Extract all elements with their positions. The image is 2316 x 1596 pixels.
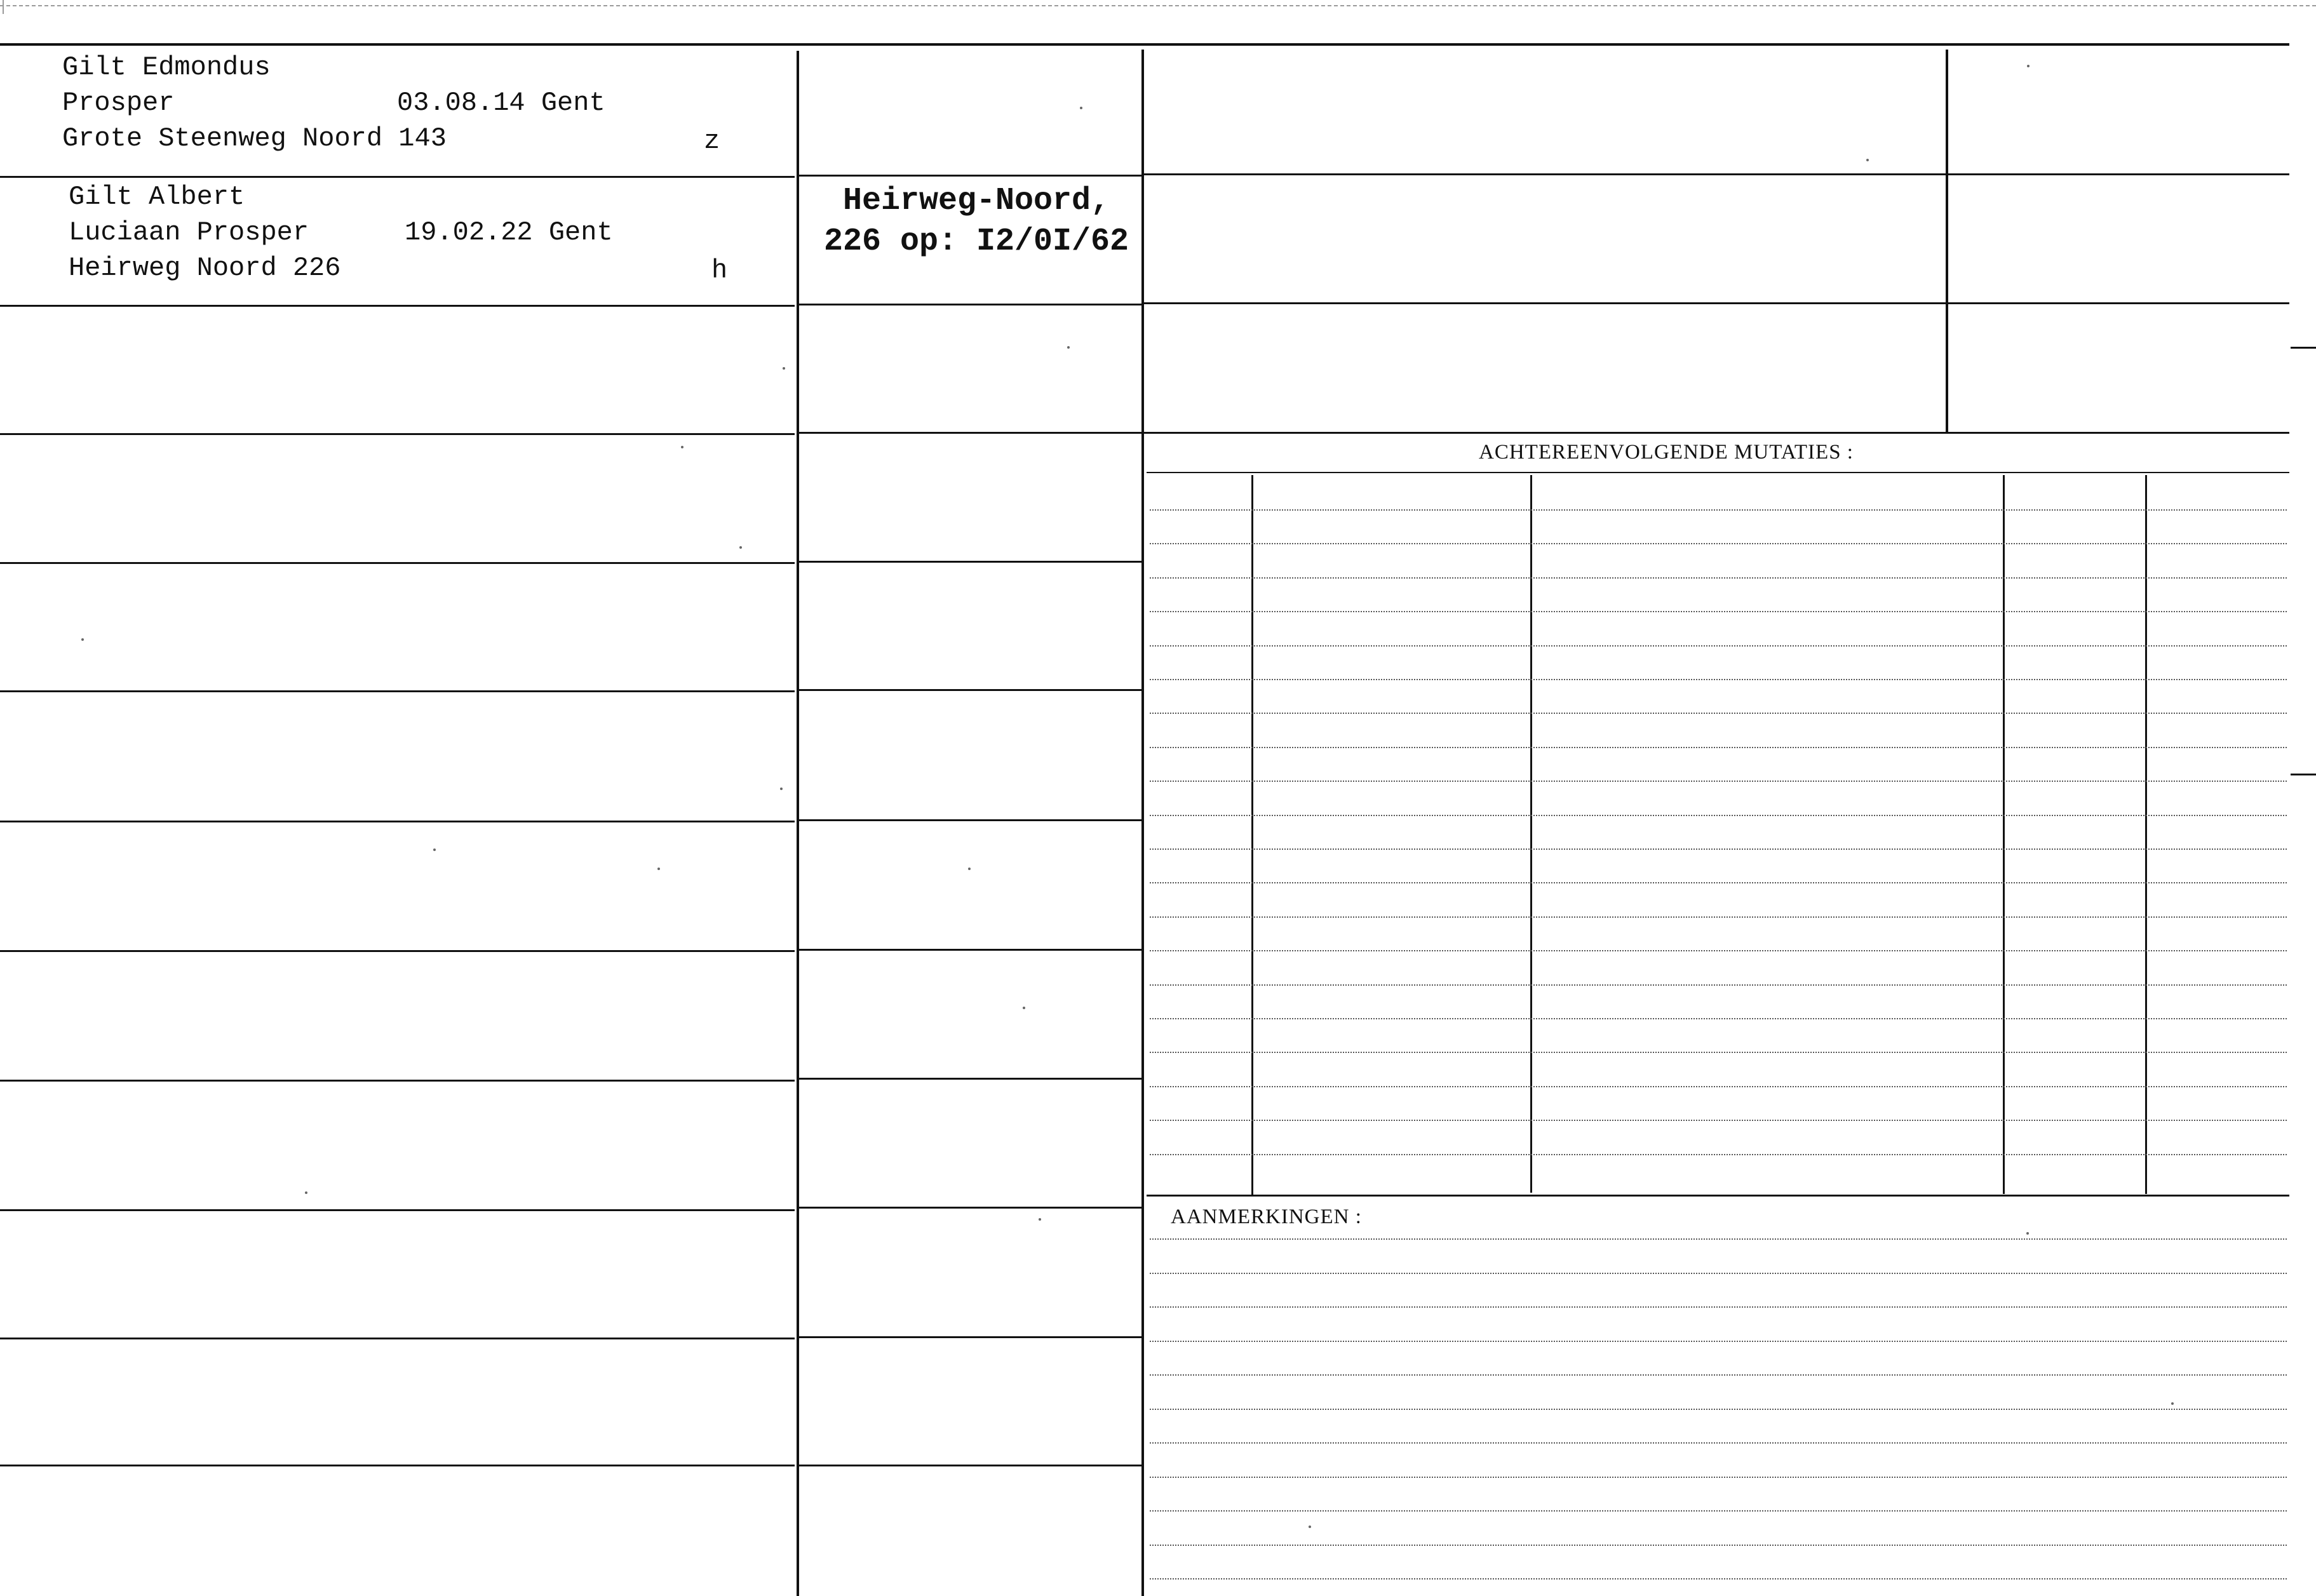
row-rule xyxy=(0,562,795,564)
scan-speck xyxy=(433,848,436,851)
row-rule xyxy=(799,561,1141,563)
scan-speck xyxy=(2171,1402,2174,1405)
remark-row-line xyxy=(1150,1409,2287,1410)
scan-speck xyxy=(1023,1007,1025,1009)
mutations-table-top xyxy=(1147,472,2289,473)
remark-row-line xyxy=(1150,1341,2287,1342)
row-rule xyxy=(799,949,1141,951)
row-rule xyxy=(799,175,1141,177)
mutation-row-line xyxy=(1150,645,2287,647)
row-rule xyxy=(0,950,795,952)
row-rule xyxy=(0,690,795,692)
remark-row-line xyxy=(1150,1545,2287,1546)
row-rule xyxy=(0,821,795,822)
remark-row-line xyxy=(1150,1238,2287,1240)
mutation-row-line xyxy=(1150,577,2287,579)
top-rule xyxy=(0,43,2289,46)
mutation-row-line xyxy=(1150,509,2287,511)
scan-speck xyxy=(81,638,84,641)
row-rule xyxy=(799,304,1141,305)
row-rule xyxy=(0,305,795,307)
mutation-row-line xyxy=(1150,781,2287,782)
row-rule xyxy=(0,176,795,178)
mutation-row-line xyxy=(1150,984,2287,986)
mutation-row-line xyxy=(1150,882,2287,883)
card-top-edge xyxy=(0,5,2316,6)
row-rule xyxy=(799,689,1141,691)
record-1-address: Grote Steenweg Noord 143 xyxy=(62,123,447,154)
row-rule xyxy=(799,1336,1141,1338)
scan-speck xyxy=(2026,1232,2029,1235)
mutations-col-divider xyxy=(1530,475,1532,1193)
scan-speck xyxy=(1866,159,1869,161)
column-divider-3 xyxy=(1946,50,1948,433)
row-rule xyxy=(0,1080,795,1082)
scan-speck xyxy=(681,446,683,448)
row-rule xyxy=(0,1338,795,1339)
remark-row-line xyxy=(1150,1273,2287,1274)
address-change-line1: Heirweg-Noord, xyxy=(842,183,1110,219)
record-2-address: Heirweg Noord 226 xyxy=(69,253,341,283)
remark-row-line xyxy=(1150,1306,2287,1308)
mutation-row-line xyxy=(1150,848,2287,850)
mutation-row-line xyxy=(1150,747,2287,748)
scan-speck xyxy=(1067,346,1070,349)
mutation-row-line xyxy=(1150,1120,2287,1121)
column-divider-1 xyxy=(797,51,799,1596)
row-rule xyxy=(799,1465,1141,1466)
scan-speck xyxy=(739,546,742,549)
mutation-row-line xyxy=(1150,611,2287,612)
scan-speck xyxy=(1039,1218,1041,1221)
remark-row-line xyxy=(1150,1374,2287,1376)
scan-speck xyxy=(1309,1526,1311,1528)
mutation-row-line xyxy=(1150,543,2287,544)
mutation-row-line xyxy=(1150,916,2287,918)
mutation-row-line xyxy=(1150,1154,2287,1155)
edge-tick xyxy=(2291,347,2316,349)
mutation-row-line xyxy=(1150,713,2287,714)
remark-row-line xyxy=(1150,1510,2287,1512)
remarks-heading: AANMERKINGEN : xyxy=(1171,1205,1362,1228)
card-left-edge xyxy=(3,0,4,14)
mutations-table-bottom xyxy=(1147,1195,2289,1197)
scan-speck xyxy=(657,868,660,870)
mutation-row-line xyxy=(1150,1086,2287,1087)
row-rule xyxy=(0,1209,795,1211)
mutations-col-divider xyxy=(1251,475,1253,1196)
mutation-row-line xyxy=(1150,815,2287,816)
mutations-heading: ACHTEREENVOLGENDE MUTATIES : xyxy=(1479,441,1854,464)
remark-row-line xyxy=(1150,1477,2287,1478)
row-rule xyxy=(799,432,1141,434)
remark-row-line xyxy=(1150,1578,2287,1579)
record-2-name-line1: Gilt Albert xyxy=(69,182,245,212)
remark-row-line xyxy=(1150,1442,2287,1444)
row-rule xyxy=(0,433,795,435)
row-rule xyxy=(799,1207,1141,1209)
record-2-name-line2: Luciaan Prosper xyxy=(69,217,309,248)
record-1-name-line1: Gilt Edmondus xyxy=(62,52,271,83)
edge-tick xyxy=(2291,774,2316,775)
record-2-birth: 19.02.22 Gent xyxy=(405,217,613,248)
scan-speck xyxy=(305,1191,307,1194)
record-1-birth: 03.08.14 Gent xyxy=(397,88,605,118)
row-rule xyxy=(1144,432,2289,434)
mutation-row-line xyxy=(1150,950,2287,951)
scan-speck xyxy=(968,868,971,870)
scan-speck xyxy=(2027,65,2030,67)
row-rule xyxy=(0,1465,795,1466)
mutation-row-line xyxy=(1150,1052,2287,1053)
address-change-line2: 226 op: I2/0I/62 xyxy=(823,224,1129,260)
scan-speck xyxy=(783,367,785,370)
row-rule xyxy=(799,819,1141,821)
mutation-row-line xyxy=(1150,1018,2287,1019)
record-2-code: h xyxy=(711,255,728,286)
row-rule xyxy=(1144,173,2289,175)
mutation-row-line xyxy=(1150,679,2287,680)
row-rule xyxy=(799,1078,1141,1080)
record-1-code: z xyxy=(704,126,720,156)
row-rule xyxy=(1144,302,2289,304)
record-1-name-line2: Prosper xyxy=(62,88,175,118)
scan-speck xyxy=(780,788,783,790)
scan-speck xyxy=(1080,107,1082,109)
column-divider-2 xyxy=(1141,50,1144,1596)
